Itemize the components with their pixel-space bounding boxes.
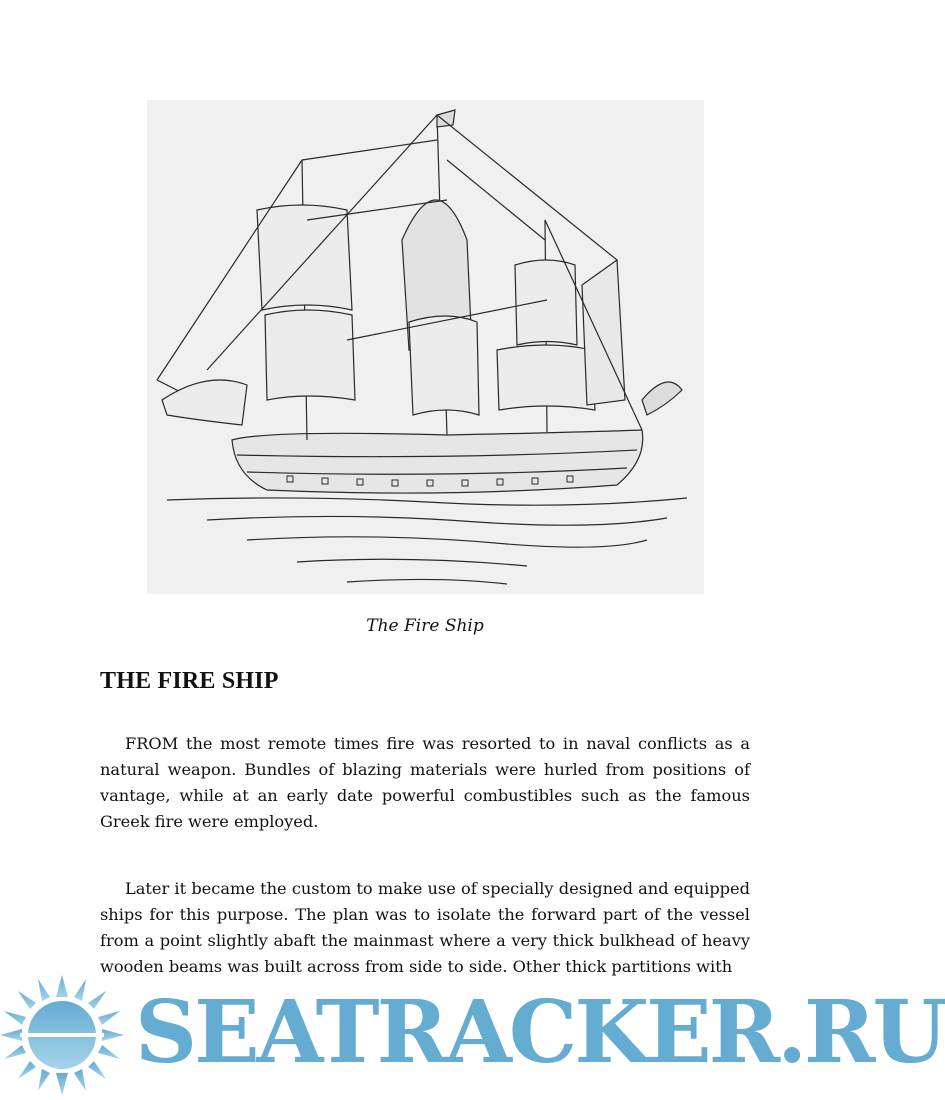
ship-drawing: [147, 100, 704, 594]
article-heading: THE FIRE SHIP: [100, 668, 279, 694]
article-paragraph: FROM the most remote times fire was resorted to in naval conflicts as a natural weapon. Bundles of blazing materials were hurled from positions of vantage, while at an early date powerful combustibles such as the famous Greek fire were employed.: [100, 734, 750, 831]
illustration-caption: The Fire Ship: [366, 616, 484, 636]
article-paragraph: Later it became the custom to make use of specially designed and equipped ships for this purpose. The plan was to isolate the forward part of the vessel from a point slightly abaft the mainmast where a very thick bulkhead of heavy wooden beams was built across from side to side. Other thick partitions with: [100, 879, 750, 976]
watermark-text: SEATRACKER.RU: [135, 982, 945, 1083]
fire-ship-illustration: [147, 100, 704, 594]
